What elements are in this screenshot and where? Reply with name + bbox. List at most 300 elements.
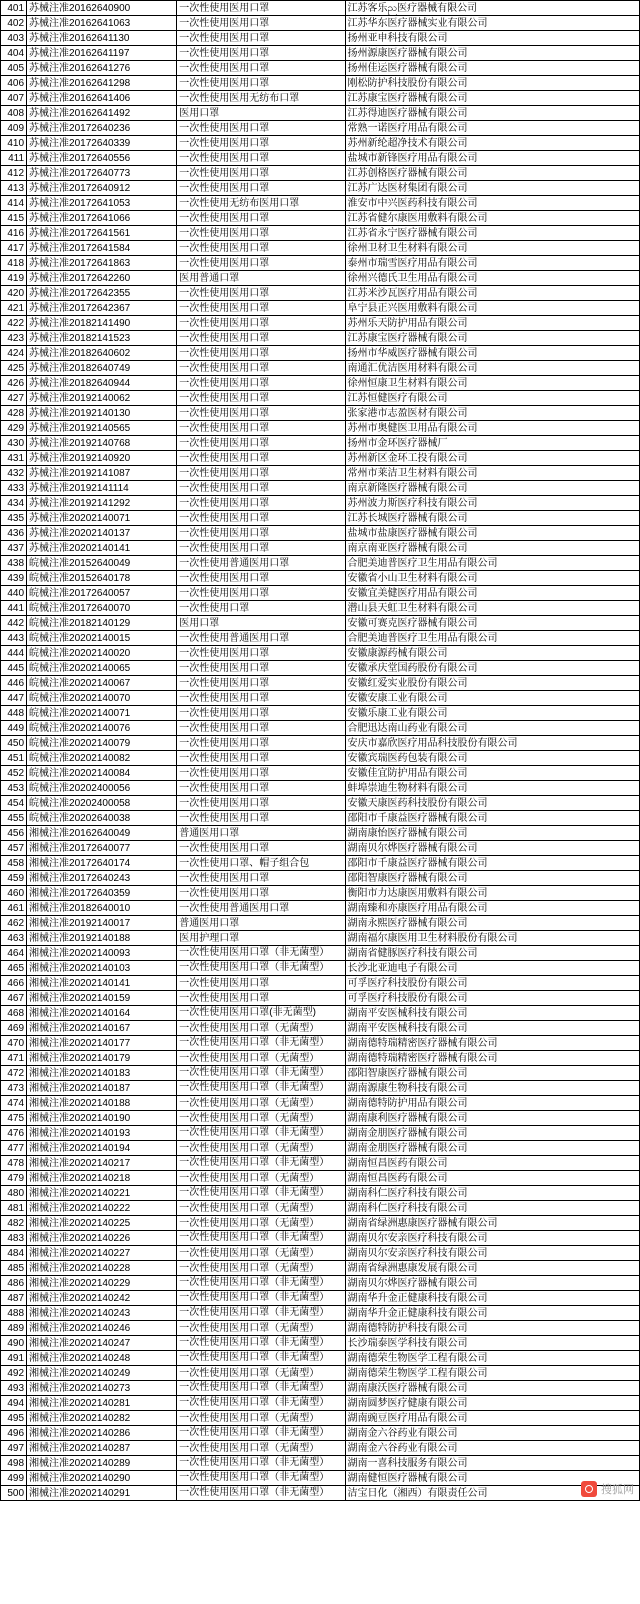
table-row: [1, 751, 640, 766]
registration-number: 皖械注准20202140082: [27, 751, 177, 766]
row-index: 496: [1, 1426, 27, 1441]
registration-number: 湘械注准20172640077: [27, 841, 177, 856]
table-row: [1, 301, 640, 316]
row-index: 437: [1, 541, 27, 556]
row-index: 450: [1, 736, 27, 751]
company-name: 湖南平安医械科技有限公司: [345, 1006, 639, 1021]
table-row: [1, 1051, 640, 1066]
row-index: 430: [1, 436, 27, 451]
company-name: 刚松防护科技股份有限公司: [345, 76, 639, 91]
registration-number: 湘械注准20202140248: [27, 1351, 177, 1366]
product-name: 医用普通口罩: [177, 271, 345, 286]
company-name: 江苏康宝医疗器械有限公司: [345, 331, 639, 346]
company-name: 张家港市志盈医材有限公司: [345, 406, 639, 421]
row-index: 480: [1, 1186, 27, 1201]
registration-number: 苏械注准20192141087: [27, 466, 177, 481]
product-name: 一次性使用医用口罩: [177, 781, 345, 796]
table-row: [1, 76, 640, 91]
company-name: 苏州新纶超净技术有限公司: [345, 136, 639, 151]
company-name: 湖南健恒医疗器械有限公司: [345, 1471, 639, 1486]
product-name: 一次性使用医用口罩（无菌型）: [177, 1096, 345, 1111]
row-index: 421: [1, 301, 27, 316]
registration-number: 苏械注准20172640912: [27, 181, 177, 196]
registration-number: 湘械注准20202140228: [27, 1261, 177, 1276]
company-name: 湖南贝尔安亲医疗科技有限公司: [345, 1246, 639, 1261]
registration-number: 皖械注准20172640057: [27, 586, 177, 601]
company-name: 阜宁县正兴医用敷料有限公司: [345, 301, 639, 316]
company-name: 湖南圆梦医疗健康有限公司: [345, 1396, 639, 1411]
company-name: 安徽乐康工业有限公司: [345, 706, 639, 721]
product-name: 一次性使用医用口罩（非无菌型）: [177, 1471, 345, 1486]
product-name: 一次性使用医用口罩: [177, 211, 345, 226]
row-index: 452: [1, 766, 27, 781]
company-name: 安庆市嘉欣医疗用品科技股份有限公司: [345, 736, 639, 751]
company-name: 湖南金朋医疗器械有限公司: [345, 1141, 639, 1156]
table-row: [1, 346, 640, 361]
product-name: 一次性使用医用口罩: [177, 811, 345, 826]
company-name: 湖南豌豆医疗用品有限公司: [345, 1411, 639, 1426]
product-name: 一次性使用医用口罩: [177, 646, 345, 661]
company-name: 扬州市华威医疗器械有限公司: [345, 346, 639, 361]
table-row: [1, 256, 640, 271]
table-row: [1, 1171, 640, 1186]
company-name: 盐城市盐康医疗器械有限公司: [345, 526, 639, 541]
table-row: [1, 1441, 640, 1456]
row-index: 449: [1, 721, 27, 736]
product-name: 一次性使用医用口罩: [177, 751, 345, 766]
table-row: [1, 976, 640, 991]
company-name: 江苏米沙瓦医疗用品有限公司: [345, 286, 639, 301]
table-row: [1, 916, 640, 931]
product-name: 一次性使用医用口罩: [177, 301, 345, 316]
table-row: [1, 391, 640, 406]
company-name: 湖南德特防护科技有限公司: [345, 1321, 639, 1336]
product-name: 一次性使用医用口罩: [177, 541, 345, 556]
company-name: 安徽安康工业有限公司: [345, 691, 639, 706]
product-name: 一次性使用医用口罩: [177, 121, 345, 136]
registration-number: 苏械注准20172641053: [27, 196, 177, 211]
table-row: [1, 946, 640, 961]
company-name: 邵阳智康医疗器械有限公司: [345, 871, 639, 886]
registration-number: 苏械注准20182141490: [27, 316, 177, 331]
row-index: 427: [1, 391, 27, 406]
product-name: 一次性使用医用口罩: [177, 526, 345, 541]
row-index: 418: [1, 256, 27, 271]
company-name: 长沙瑞泰医学科技有限公司: [345, 1336, 639, 1351]
company-name: 湖南德特瑞精密医疗器械有限公司: [345, 1036, 639, 1051]
table-row: [1, 16, 640, 31]
registration-number: 苏械注准20162641197: [27, 46, 177, 61]
company-name: 安徽承庆堂国药股份有限公司: [345, 661, 639, 676]
product-name: 一次性使用医用口罩（无菌型）: [177, 1111, 345, 1126]
registration-number: 湘械注准20202140183: [27, 1066, 177, 1081]
company-name: 安徽佳宜防护用品有限公司: [345, 766, 639, 781]
row-index: 472: [1, 1066, 27, 1081]
registration-number: 湘械注准20202140247: [27, 1336, 177, 1351]
row-index: 447: [1, 691, 27, 706]
row-index: 499: [1, 1471, 27, 1486]
table-row: [1, 1066, 640, 1081]
row-index: 412: [1, 166, 27, 181]
product-name: 一次性使用医用口罩: [177, 721, 345, 736]
company-name: 湖南德特防护用品有限公司: [345, 1096, 639, 1111]
company-name: 扬州源康医疗器械有限公司: [345, 46, 639, 61]
table-row: [1, 1306, 640, 1321]
table-row: [1, 91, 640, 106]
company-name: 湖南德特瑞精密医疗器械有限公司: [345, 1051, 639, 1066]
product-name: 一次性使用医用口罩: [177, 436, 345, 451]
row-index: 457: [1, 841, 27, 856]
company-name: 可孚医疗科技股份有限公司: [345, 991, 639, 1006]
product-name: 医用护理口罩: [177, 931, 345, 946]
registration-number: 湘械注准20202140282: [27, 1411, 177, 1426]
company-name: 湖南康沃医疗器械有限公司: [345, 1381, 639, 1396]
product-name: 一次性使用普通医用口罩: [177, 556, 345, 571]
table-row: [1, 31, 640, 46]
row-index: 446: [1, 676, 27, 691]
registration-number: 湘械注准20202140243: [27, 1306, 177, 1321]
row-index: 488: [1, 1306, 27, 1321]
product-name: 一次性使用医用口罩: [177, 406, 345, 421]
company-name: 江苏恒健医疗有限公司: [345, 391, 639, 406]
registration-number: 湘械注准20202140194: [27, 1141, 177, 1156]
company-name: 邵阳市千康益医疗器械有限公司: [345, 811, 639, 826]
company-name: 安徽康源药械有限公司: [345, 646, 639, 661]
row-index: 420: [1, 286, 27, 301]
row-index: 436: [1, 526, 27, 541]
registration-number: 苏械注准20192140062: [27, 391, 177, 406]
product-name: 一次性使用医用口罩（非无菌型）: [177, 1336, 345, 1351]
table-row: [1, 526, 640, 541]
table-row: [1, 961, 640, 976]
row-index: 482: [1, 1216, 27, 1231]
product-name: 一次性使用医用口罩: [177, 31, 345, 46]
product-name: 一次性使用医用口罩: [177, 181, 345, 196]
table-row: [1, 121, 640, 136]
row-index: 444: [1, 646, 27, 661]
company-name: 湖南华升金正健康科技有限公司: [345, 1291, 639, 1306]
company-name: 安徽省小山卫生材料有限公司: [345, 571, 639, 586]
company-name: 邵阳市千康益医疗器械有限公司: [345, 856, 639, 871]
product-name: 医用口罩: [177, 616, 345, 631]
row-index: 458: [1, 856, 27, 871]
registration-number: 苏械注准20172640339: [27, 136, 177, 151]
product-name: 一次性使用医用口罩: [177, 241, 345, 256]
table-row: [1, 871, 640, 886]
row-index: 415: [1, 211, 27, 226]
company-name: 安徽红爱实业股份有限公司: [345, 676, 639, 691]
registration-number: 湘械注准20202140164: [27, 1006, 177, 1021]
registration-number: 皖械注准20152640049: [27, 556, 177, 571]
registration-number: 皖械注准20202400058: [27, 796, 177, 811]
table-row: [1, 1201, 640, 1216]
table-row: [1, 1, 640, 16]
company-name: 湖南科仁医疗科技有限公司: [345, 1186, 639, 1201]
product-name: 一次性使用医用口罩（无菌型）: [177, 1201, 345, 1216]
product-name: 一次性使用医用口罩（非无菌型）: [177, 1351, 345, 1366]
product-name: 一次性使用医用口罩: [177, 976, 345, 991]
registration-number: 湘械注准20202140103: [27, 961, 177, 976]
row-index: 475: [1, 1111, 27, 1126]
product-name: 一次性使用医用口罩（非无菌型）: [177, 1186, 345, 1201]
table-row: [1, 481, 640, 496]
table-row: [1, 616, 640, 631]
product-name: 一次性使用医用口罩（非无菌型）: [177, 1276, 345, 1291]
registration-number: 苏械注准20172640556: [27, 151, 177, 166]
product-name: 一次性使用医用口罩: [177, 256, 345, 271]
table-row: [1, 1396, 640, 1411]
row-index: 484: [1, 1246, 27, 1261]
product-name: 一次性使用医用口罩: [177, 991, 345, 1006]
registration-number: 湘械注准20202140217: [27, 1156, 177, 1171]
product-name: 一次性使用医用口罩（非无菌型）: [177, 946, 345, 961]
company-name: 湖南省绿洲惠康医疗器械有限公司: [345, 1216, 639, 1231]
table-row: [1, 1426, 640, 1441]
row-index: 460: [1, 886, 27, 901]
product-name: 一次性使用医用口罩: [177, 16, 345, 31]
row-index: 425: [1, 361, 27, 376]
product-name: 一次性使用医用口罩: [177, 151, 345, 166]
company-name: 徐州恒康卫生材料有限公司: [345, 376, 639, 391]
product-name: 一次性使用医用口罩（非无菌型）: [177, 1426, 345, 1441]
row-index: 470: [1, 1036, 27, 1051]
row-index: 455: [1, 811, 27, 826]
company-name: 湖南永熙医疗器械有限公司: [345, 916, 639, 931]
registration-number: 苏械注准20172641561: [27, 226, 177, 241]
table-row: [1, 496, 640, 511]
row-index: 432: [1, 466, 27, 481]
registration-number: 苏械注准20172640236: [27, 121, 177, 136]
company-name: 徐州兴德氏卫生用品有限公司: [345, 271, 639, 286]
row-index: 481: [1, 1201, 27, 1216]
company-name: 衡阳市力达康医用敷料有限公司: [345, 886, 639, 901]
registration-number: 湘械注准20172640174: [27, 856, 177, 871]
row-index: 490: [1, 1336, 27, 1351]
registration-number: 苏械注准20162641406: [27, 91, 177, 106]
table-row: [1, 931, 640, 946]
row-index: 473: [1, 1081, 27, 1096]
company-name: 江苏创格医疗器械有限公司: [345, 166, 639, 181]
row-index: 414: [1, 196, 27, 211]
product-name: 一次性使用医用口罩: [177, 316, 345, 331]
product-name: 一次性使用医用口罩: [177, 331, 345, 346]
registration-number: 苏械注准20172640773: [27, 166, 177, 181]
row-index: 468: [1, 1006, 27, 1021]
company-name: 湖南金朋医疗器械有限公司: [345, 1126, 639, 1141]
company-name: 湖南恒昌医药有限公司: [345, 1171, 639, 1186]
row-index: 404: [1, 46, 27, 61]
company-name: 江苏客乐ည医疗器械有限公司: [345, 1, 639, 16]
product-name: 一次性使用医用口罩: [177, 661, 345, 676]
product-name: 一次性使用医用口罩: [177, 796, 345, 811]
table-row: [1, 1036, 640, 1051]
table-row: [1, 1126, 640, 1141]
row-index: 464: [1, 946, 27, 961]
table-row: [1, 436, 640, 451]
registration-number: 苏械注准20162641276: [27, 61, 177, 76]
row-index: 471: [1, 1051, 27, 1066]
company-name: 扬州市金环医疗器械厂: [345, 436, 639, 451]
row-index: 448: [1, 706, 27, 721]
company-name: 安徽可赛克医疗器械有限公司: [345, 616, 639, 631]
registration-number: 苏械注准20182640602: [27, 346, 177, 361]
product-name: 一次性使用医用口罩: [177, 376, 345, 391]
registration-number: 苏械注准20192140130: [27, 406, 177, 421]
table-row: [1, 631, 640, 646]
company-name: 湖南康利医疗器械有限公司: [345, 1111, 639, 1126]
row-index: 411: [1, 151, 27, 166]
registration-number: 湘械注准20202140177: [27, 1036, 177, 1051]
registration-number: 皖械注准20202140079: [27, 736, 177, 751]
product-name: 一次性使用普通医用口罩: [177, 631, 345, 646]
registration-number: 皖械注准20182140129: [27, 616, 177, 631]
product-name: 一次性使用医用口罩: [177, 136, 345, 151]
product-name: 一次性使用医用口罩（非无菌型）: [177, 1291, 345, 1306]
registration-number: 苏械注准20182640944: [27, 376, 177, 391]
table-row: [1, 1366, 640, 1381]
row-index: 429: [1, 421, 27, 436]
company-name: 湖南源康生物科技有限公司: [345, 1081, 639, 1096]
table-row: [1, 511, 640, 526]
company-name: 湖南科仁医疗科技有限公司: [345, 1201, 639, 1216]
registration-number: 苏械注准20162641298: [27, 76, 177, 91]
company-name: 江苏得迪医疗器械有限公司: [345, 106, 639, 121]
product-name: 一次性使用医用口罩: [177, 841, 345, 856]
row-index: 498: [1, 1456, 27, 1471]
row-index: 417: [1, 241, 27, 256]
row-index: 403: [1, 31, 27, 46]
row-index: 453: [1, 781, 27, 796]
table-row: [1, 181, 640, 196]
row-index: 434: [1, 496, 27, 511]
registration-number: 湘械注准20202140167: [27, 1021, 177, 1036]
watermark-label: 搜狐网: [601, 1484, 634, 1496]
company-name: 湖南一喜科技服务有限公司: [345, 1456, 639, 1471]
row-index: 454: [1, 796, 27, 811]
company-name: 徐州卫材卫生材料有限公司: [345, 241, 639, 256]
registration-number: 湘械注准20202140187: [27, 1081, 177, 1096]
company-name: 湖南康怡医疗器械有限公司: [345, 826, 639, 841]
table-row: [1, 556, 640, 571]
product-name: 一次性使用医用口罩: [177, 61, 345, 76]
product-name: 一次性使用医用口罩（无菌型）: [177, 1051, 345, 1066]
row-index: 492: [1, 1366, 27, 1381]
table-row: [1, 1111, 640, 1126]
table-row: [1, 1486, 640, 1501]
company-name: 湖南金六谷药业有限公司: [345, 1441, 639, 1456]
table-row: [1, 136, 640, 151]
product-name: 一次性使用医用口罩（无菌型）: [177, 1021, 345, 1036]
registration-number: 湘械注准20202140218: [27, 1171, 177, 1186]
row-index: 413: [1, 181, 27, 196]
company-name: 湖南省健豚医疗科技有限公司: [345, 946, 639, 961]
row-index: 461: [1, 901, 27, 916]
table-row: [1, 1381, 640, 1396]
company-name: 湖南平安医械科技有限公司: [345, 1021, 639, 1036]
table-row: [1, 151, 640, 166]
company-name: 江苏省永宁医疗器械有限公司: [345, 226, 639, 241]
product-name: 一次性使用医用口罩: [177, 676, 345, 691]
table-row: [1, 1351, 640, 1366]
registration-number: 苏械注准20162641063: [27, 16, 177, 31]
registration-number: 苏械注准20192140920: [27, 451, 177, 466]
product-name: 一次性使用医用口罩（非无菌型）: [177, 1456, 345, 1471]
product-name: 一次性使用医用口罩: [177, 76, 345, 91]
table-row: [1, 1456, 640, 1471]
row-index: 500: [1, 1486, 27, 1501]
product-name: 一次性使用医用口罩（非无菌型）: [177, 1396, 345, 1411]
row-index: 433: [1, 481, 27, 496]
row-index: 474: [1, 1096, 27, 1111]
table-row: [1, 586, 640, 601]
product-name: 一次性使用医用口罩: [177, 766, 345, 781]
registration-number: 苏械注准20202140071: [27, 511, 177, 526]
registration-number: 湘械注准20202140291: [27, 1486, 177, 1501]
product-name: 一次性使用医用口罩（无菌型）: [177, 1366, 345, 1381]
product-name: 医用口罩: [177, 106, 345, 121]
table-row: [1, 781, 640, 796]
row-index: 424: [1, 346, 27, 361]
registration-number: 苏械注准20172641584: [27, 241, 177, 256]
table-row: [1, 571, 640, 586]
registration-number: 苏械注准20202140137: [27, 526, 177, 541]
company-name: 合肥美迪普医疗卫生用品有限公司: [345, 631, 639, 646]
registration-number: 湘械注准20202140281: [27, 1396, 177, 1411]
table-row: [1, 451, 640, 466]
registration-number: 皖械注准20202140067: [27, 676, 177, 691]
product-name: 一次性使用医用口罩: [177, 346, 345, 361]
company-name: 江苏华东医疗器械实业有限公司: [345, 16, 639, 31]
registration-number: 皖械注准20172640070: [27, 601, 177, 616]
company-name: 合肥美迪普医疗卫生用品有限公司: [345, 556, 639, 571]
product-name: 一次性使用医用口罩: [177, 886, 345, 901]
company-name: 苏州乐天防护用品有限公司: [345, 316, 639, 331]
table-row: [1, 1021, 640, 1036]
company-name: 邵阳智康医疗器械有限公司: [345, 1066, 639, 1081]
product-name: 一次性使用医用口罩（非无菌型）: [177, 1231, 345, 1246]
registration-number: 苏械注准20162641492: [27, 106, 177, 121]
company-name: 苏州市奥健医卫用品有限公司: [345, 421, 639, 436]
company-name: 江苏长城医疗器械有限公司: [345, 511, 639, 526]
table-row: [1, 421, 640, 436]
product-name: 一次性使用医用口罩: [177, 691, 345, 706]
row-index: 431: [1, 451, 27, 466]
table-row: [1, 286, 640, 301]
product-name: 一次性使用医用口罩: [177, 511, 345, 526]
company-name: 可孚医疗科技股份有限公司: [345, 976, 639, 991]
company-name: 湖南省绿洲惠康发展有限公司: [345, 1261, 639, 1276]
registration-number: 湘械注准20202140273: [27, 1381, 177, 1396]
company-name: 洁宝日化（湘西）有限责任公司: [345, 1486, 639, 1501]
table-row: [1, 196, 640, 211]
table-row: [1, 691, 640, 706]
registration-number: 苏械注准20172641863: [27, 256, 177, 271]
product-name: 一次性使用医用口罩（无菌型）: [177, 1246, 345, 1261]
registration-number: 苏械注准20172641066: [27, 211, 177, 226]
row-index: 410: [1, 136, 27, 151]
row-index: 409: [1, 121, 27, 136]
row-index: 493: [1, 1381, 27, 1396]
company-name: 苏州波力斯医疗科技有限公司: [345, 496, 639, 511]
registration-number: 湘械注准20202140159: [27, 991, 177, 1006]
product-name: 一次性使用医用口罩(非无菌型): [177, 1006, 345, 1021]
registration-number: 皖械注准20202140076: [27, 721, 177, 736]
registration-number: 湘械注准20202140188: [27, 1096, 177, 1111]
product-name: 一次性使用医用口罩: [177, 226, 345, 241]
table-row: [1, 316, 640, 331]
registration-number: 苏械注准20192140768: [27, 436, 177, 451]
product-name: 一次性使用医用口罩: [177, 571, 345, 586]
